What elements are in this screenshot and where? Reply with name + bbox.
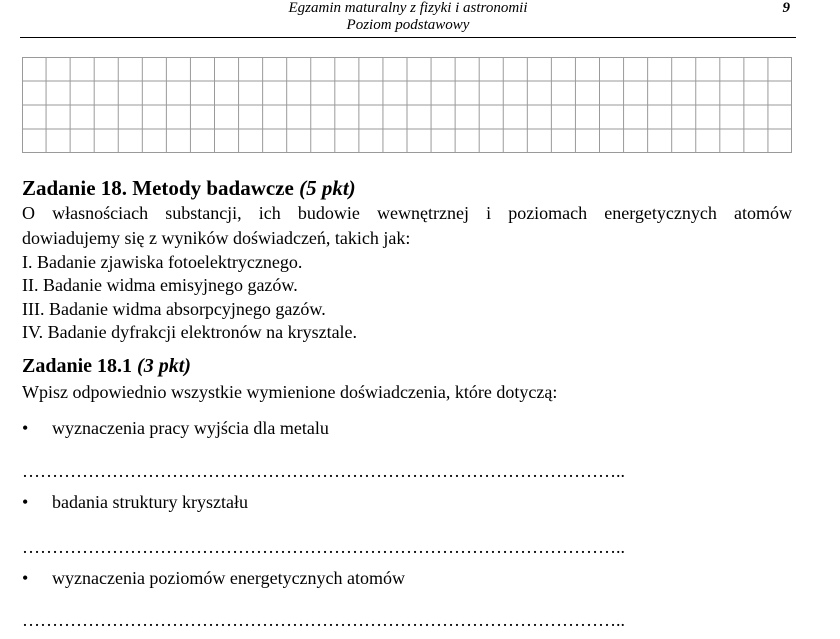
exam-title: Egzamin maturalny z fizyki i astronomii [288, 0, 528, 16]
answer-line[interactable]: ……………………………………………………………………………………….. [22, 610, 625, 630]
task-title-text: Zadanie 18. Metody badawcze [22, 176, 300, 200]
task-intro-line-1: O własnościach substancji, ich budowie wewnętrznej i poziomach energetycznych atomów [22, 203, 792, 223]
bullet-dot: • [22, 418, 29, 438]
bullet-item [22, 567, 405, 589]
exam-level: Poziom podstawowy [346, 17, 470, 33]
subtask-title [22, 354, 191, 378]
subtask-instruction: Wpisz odpowiednio wszystkie wymienione doświadczenia, które dotyczą: [22, 382, 558, 402]
task-item: I. Badanie zjawiska fotoelektrycznego. [22, 252, 303, 272]
task-item: III. Badanie widma absorpcyjnego gazów. [22, 299, 326, 319]
answer-line[interactable]: ……………………………………………………………………………………….. [22, 461, 625, 481]
task-points: (5 pkt) [299, 176, 356, 200]
task-title [22, 176, 356, 200]
bullet-text: wyznaczenia pracy wyjścia dla metalu [52, 418, 329, 438]
bullet-text: badania struktury kryształu [52, 492, 248, 512]
bullet-text: wyznaczenia poziomów energetycznych atomów [52, 568, 406, 588]
scratch-grid [22, 57, 792, 153]
page-number: 9 [782, 0, 790, 16]
bullet-dot: • [22, 568, 29, 588]
grid-lines [22, 57, 792, 153]
subtask-title-text: Zadanie 18.1 [22, 355, 138, 377]
answer-line[interactable]: ……………………………………………………………………………………….. [22, 537, 625, 557]
task-item: IV. Badanie dyfrakcji elektronów na krysztale. [22, 322, 358, 342]
bullet-item [22, 491, 248, 513]
page-header [20, 0, 796, 38]
subtask-points: (3 pkt) [137, 355, 191, 377]
task-item: II. Badanie widma emisyjnego gazów. [22, 275, 298, 295]
bullet-dot: • [22, 492, 29, 512]
task-intro-line-2: dowiadujemy się z wyników doświadczeń, takich jak: [22, 228, 411, 248]
bullet-item [22, 417, 329, 439]
